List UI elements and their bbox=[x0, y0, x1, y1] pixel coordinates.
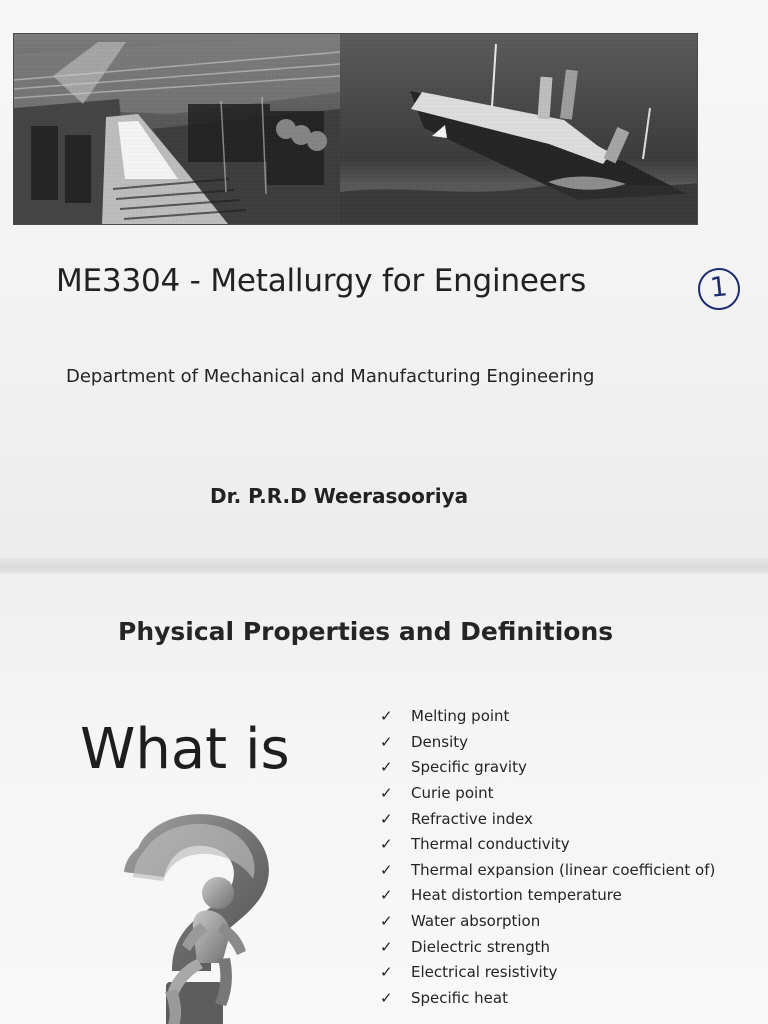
check-icon: ✓ bbox=[380, 912, 393, 931]
list-item bbox=[380, 832, 740, 858]
property-label: Specific gravity bbox=[411, 758, 527, 777]
check-icon: ✓ bbox=[380, 835, 393, 854]
header-photo-banner bbox=[13, 33, 698, 225]
list-item bbox=[380, 858, 740, 884]
list-item bbox=[380, 883, 740, 909]
list-item bbox=[380, 934, 740, 960]
check-icon: ✓ bbox=[380, 732, 393, 751]
property-label: Density bbox=[411, 732, 469, 751]
list-item bbox=[380, 781, 740, 807]
list-item bbox=[380, 986, 740, 1012]
property-label: Electrical resistivity bbox=[411, 963, 558, 982]
property-label: Curie point bbox=[411, 784, 494, 803]
check-icon: ✓ bbox=[380, 886, 393, 905]
check-icon: ✓ bbox=[380, 758, 393, 777]
property-label: Dielectric strength bbox=[411, 937, 550, 956]
check-icon: ✓ bbox=[380, 860, 393, 879]
property-label: Thermal expansion (linear coefficient of) bbox=[411, 860, 716, 879]
check-icon: ✓ bbox=[380, 937, 393, 956]
check-icon: ✓ bbox=[380, 784, 393, 803]
check-icon: ✓ bbox=[380, 707, 393, 726]
property-label: Water absorption bbox=[411, 912, 541, 931]
property-label: Heat distortion temperature bbox=[411, 886, 622, 905]
property-label: Refractive index bbox=[411, 809, 533, 828]
check-icon: ✓ bbox=[380, 809, 393, 828]
list-item bbox=[380, 704, 740, 730]
list-item bbox=[380, 730, 740, 756]
property-label: Thermal conductivity bbox=[411, 835, 570, 854]
question-mark-person-icon bbox=[110, 805, 290, 1024]
author-name: Dr. P.R.D Weerasooriya bbox=[210, 484, 469, 508]
course-title: ME3304 - Metallurgy for Engineers bbox=[56, 263, 587, 299]
handwritten-page-number: 1 bbox=[696, 266, 742, 312]
property-label: Melting point bbox=[411, 707, 510, 726]
check-icon: ✓ bbox=[380, 963, 393, 982]
department-name: Department of Mechanical and Manufacturing Engineering bbox=[66, 366, 595, 387]
check-icon: ✓ bbox=[380, 988, 393, 1007]
question-heading: What is bbox=[80, 717, 290, 782]
list-item bbox=[380, 909, 740, 935]
list-item bbox=[380, 755, 740, 781]
physical-properties-list bbox=[380, 704, 740, 1011]
property-label: Specific heat bbox=[411, 988, 508, 1007]
section-title: Physical Properties and Definitions bbox=[118, 617, 614, 646]
list-item bbox=[380, 960, 740, 986]
list-item bbox=[380, 806, 740, 832]
